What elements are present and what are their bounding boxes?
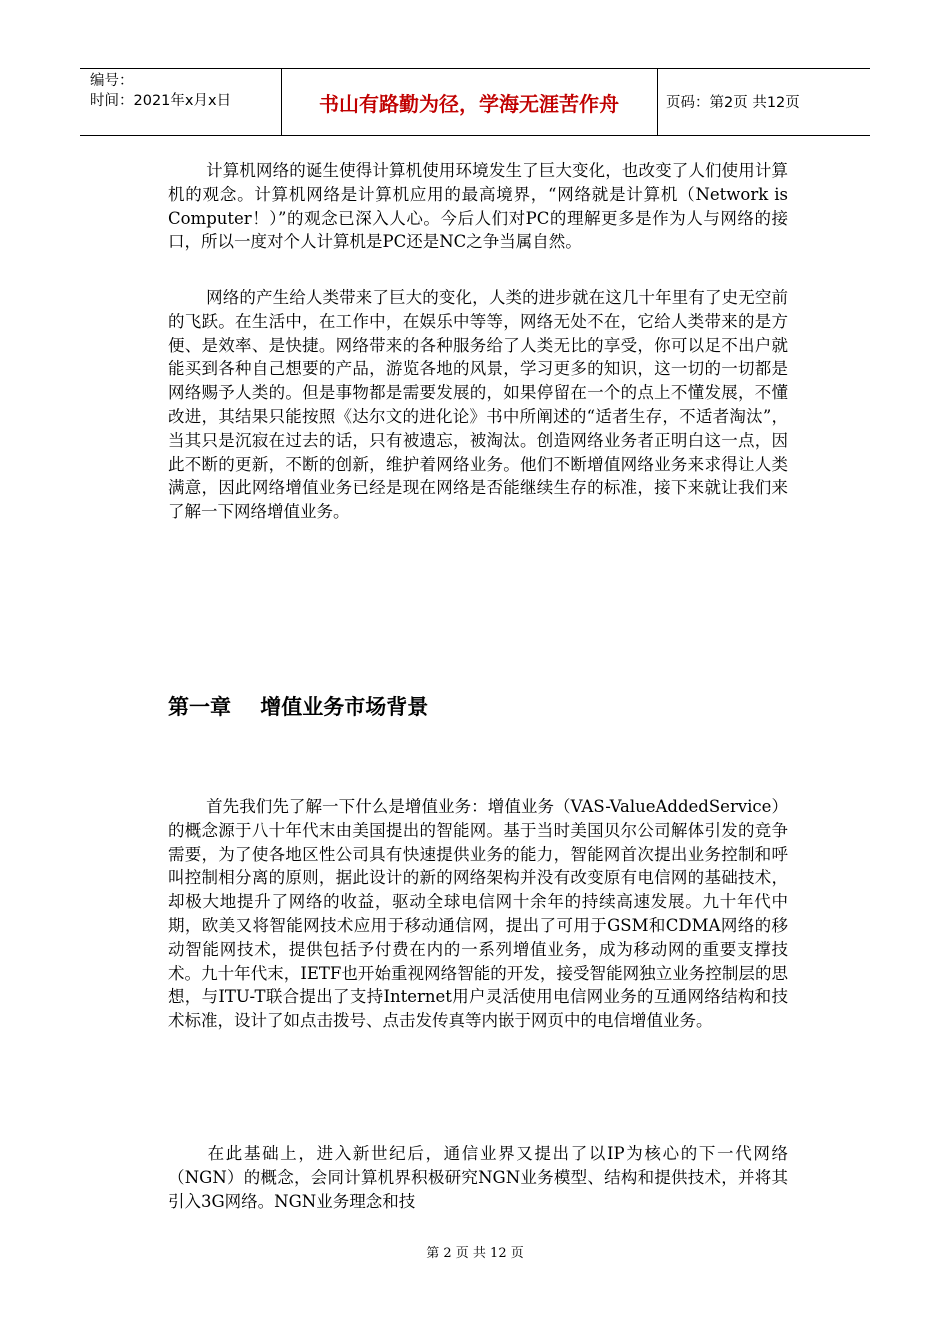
chapter-heading: 第一章 增值业务市场背景 (168, 695, 429, 719)
paragraph-3-text: 首先我们先了解一下什么是增值业务：增值业务（VAS-ValueAddedService）的概念源于八十年代末由美国提出的智能网。基于当时美国贝尔公司解体引发的竞争需要，为了使各地区性公司具有快速提供业务的能力，智能网首次提出业务控制和呼叫控制相分离的原则，据此设计的新的网络架构并没有改变原有电信网的基础技术，却极大地提升了网络的收益，驱动全球电信网十余年的持续高速发展。九十年代中期，欧美又将智能网技术应用于移动通信网，提出了可用于GSM和CDMA网络的移动智能网技术，提供包括予付费在内的一系列增值业务，成为移动网的重要支撑技术。九十年代末，IETF也开始重视网络智能的开发，接受智能网独立业务控制层的思想，与ITU-T联合提出了支持Internet用户灵活使用电信网业务的互通网络结构和技术标准，设计了如点击拨号、点击发传真等内嵌于网页中的电信增值业务。 (168, 797, 788, 1031)
header-page-info: 页码：第2页 共12页 (666, 95, 800, 111)
page-footer: 第 2 页 共 12 页 (426, 1246, 524, 1261)
paragraph-2-text: 网络的产生给人类带来了巨大的变化，人类的进步就在这几十年里有了史无空前的飞跃。在生活中，在工作中，在娱乐中等等，网络无处不在，它给人类带来的是方便、是效率、是快捷。网络带来的各种服务给了人类无比的享受，你可以足不出户就能买到各种自己想要的产品，游览各地的风景，学习更多的知识，这一切的一切都是网络赐予人类的。但是事物都是需要发展的，如果停留在一个的点上不懂发展，不懂改进，其结果只能按照《达尔文的进化论》书中所阐述的“适者生存，不适者淘汰”，当其只是沉寂在过去的话，只有被遗忘，被淘汰。创造网络业务者正明白这一点，因此不断的更新，不断的创新，维护着网络业务。他们不断增值网络业务来求得让人类满意，因此网络增值业务已经是现在网络是否能继续生存的标准，接下来就让我们来了解一下网络增值业务。 (168, 288, 788, 522)
header-meta (90, 71, 231, 111)
paragraph-1-text: 计算机网络的诞生使得计算机使用环境发生了巨大变化，也改变了人们使用计算机的观念。计算机网络是计算机应用的最高境界，“网络就是计算机（Network is Computer！）”的观念已深入人心。今后人们对PC的理解更多是作为人与网络的接口，所以一度对个人计算机是PC还是NC之争当属自然。 (168, 161, 788, 252)
paragraph-1 (168, 159, 788, 254)
paragraph-4-text: 在此基础上，进入新世纪后，通信业界又提出了以IP为核心的下一代网络（NGN）的概念，会同计算机界积极研究NGN业务模型、结构和提供技术，并将其引入3G网络。NGN业务理念和技 (168, 1144, 788, 1211)
paragraph-4 (168, 1142, 788, 1213)
header-divider (657, 69, 658, 135)
paragraph-2 (168, 286, 788, 524)
header-motto: 书山有路勤为径，学海无涯苦作舟 (319, 92, 619, 116)
page-header (80, 68, 870, 136)
header-time-label: 时间：2021年x月x日 (90, 93, 232, 109)
paragraph-3 (168, 795, 788, 1033)
header-number-label: 编号： (90, 73, 134, 89)
